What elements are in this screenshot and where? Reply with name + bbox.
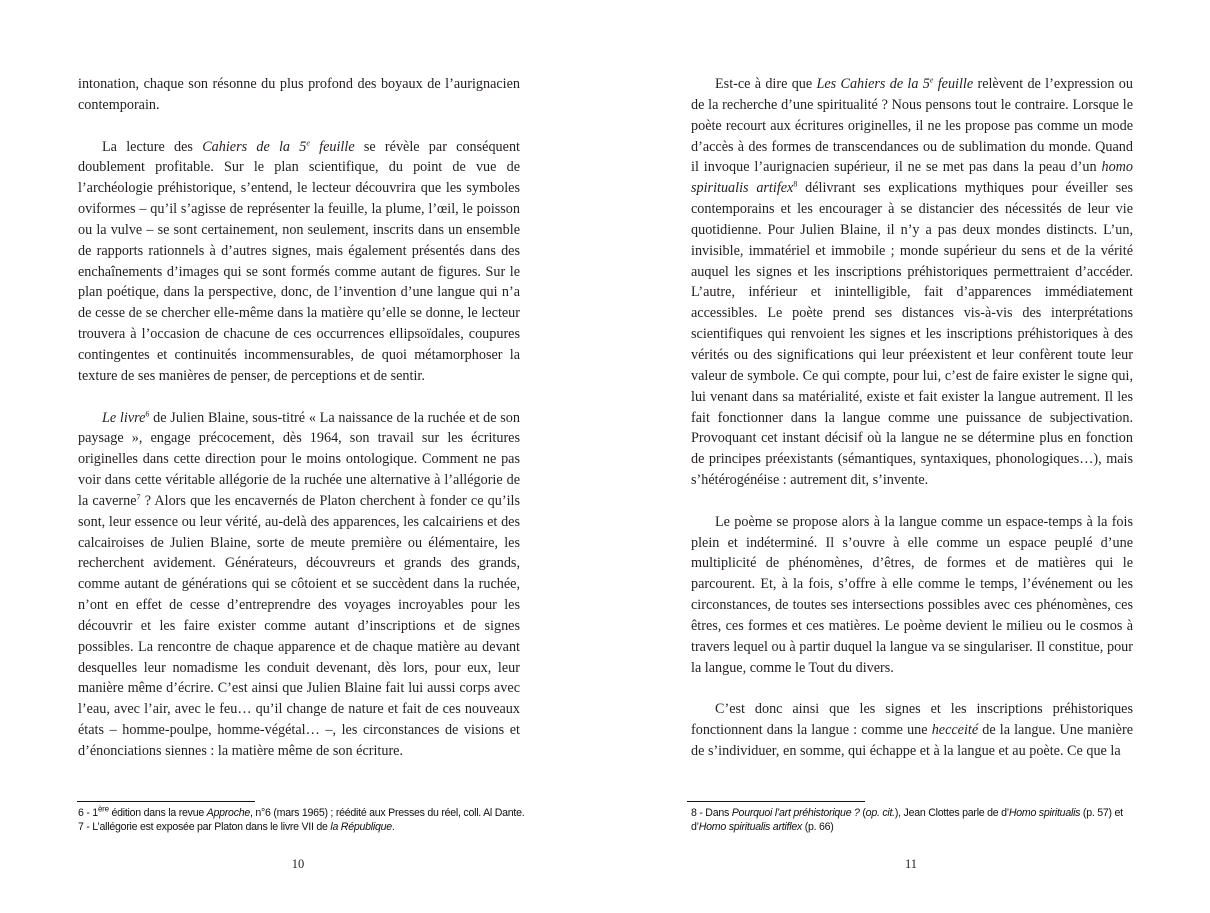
body-text: [691, 74, 1133, 762]
italic-text: Homo spiritualis artiflex: [698, 821, 803, 833]
paragraph: intonation, chaque son résonne du plus profond des boyaux de l’aurignacien contemporain.: [78, 76, 520, 113]
footnotes: [78, 801, 538, 834]
italic-text: Les Cahiers de la 5: [816, 76, 930, 92]
superscript: 6: [145, 408, 150, 418]
footnotes: [691, 801, 1151, 834]
footnote: 7 - L’allégorie est exposée par Platon dans le livre VII de la République.: [78, 821, 395, 833]
page-number: 10: [291, 857, 305, 871]
italic-text: feuille: [309, 138, 355, 155]
italic-text: Approche: [206, 807, 251, 819]
italic-text: Cahiers de la 5: [202, 138, 307, 155]
paragraph: C’est donc ainsi que les signes et les inscriptions préhistoriques fonctionnent dans la langue : comme une hecceité de la langue. Une manière de s’individuer, en somme, qui échappe et à la langue et au poète. Ce que la: [691, 701, 1133, 759]
superscript: ère: [97, 804, 109, 814]
paragraph: Le poème se propose alors à la langue comme un espace-temps à la fois plein et indéterminé. Il s’ouvre à elle comme un espace peuplé d’une multiplicité de phénomènes, d’êtres, de formes et de matières qui le parcourent. Et, à la fois, s’offre à elle comme le temps, l’événement ou les circonstances, de toutes ses intersections possibles avec ces phénomènes, ces êtres, ces formes et ces matières. Le poème devient le milieu ou le cosmos à travers lequel ou à partir duquel la langue va se singulariser. Il constitue, pour la langue, comme le Tout du divers.: [691, 513, 1133, 676]
footnote: 6 - 1ère édition dans la revue Approche, n°6 (mars 1965) ; réédité aux Presses du réel, coll. Al Dante.: [78, 804, 525, 819]
paragraph: Le livre$^6$ de Julien Blaine, sous-titré « La naissance de la ruchée et de son paysage », engage précocement, dès 1964, son travail sur les écritures originelles dans cette direction pour le moins ontologique. Comment ne pas voir dans cette véritable allégorie de la ruchée une alternative à l’allégorie de la caverne$^7$ ? Alors que les encavernés de Platon cherchent à fonder ce qu’ils sont, leur essence ou leur vérité, au-delà des apparences, les calcairiens et des calcairoises de Julien Blaine, sorte de meute première ou élémentaire, les recherchent avidement. Générateurs, découvreurs et grands des grands, comme autant de générations qui se côtoient et se succèdent dans la ruchée, n’ont en effet de cesse d’entreprendre des voyages incroyables pour les découvrir et les faire exister comme autant d’inscriptions et de signes possibles. La rencontre de chaque apparence et de chaque matière au devant desquelles leur nomadisme les conduit devenant, dès lors, pour eux, leur manière même d’écrire. C’est ainsi que Julien Blaine fait lui aussi corps avec l’eau, avec l’air, avec le feu… qu’il change de nature et fait de ces nouveaux états – homme-poulpe, homme-végétal… –, les circonstances de visions et d’énonciations siennes : la matière même de son écriture.: [78, 408, 520, 759]
superscript: e: [306, 137, 310, 147]
italic-text: Pourquoi l’art préhistorique ?: [731, 807, 860, 819]
italic-text: hecceité: [931, 722, 979, 739]
italic-text: feuille: [933, 76, 974, 92]
italic-text: op. cit.: [865, 807, 895, 819]
paragraph: Est-ce à dire que Les Cahiers de la 5e feuille relèvent de l’expression ou de la recherche d’une spiritualité ? Nous pensons tout le contraire. Lorsque le poète recourt aux écritures originelles, il ne les propose pas comme un mode d’accès à des formes de transcendances ou de sublimation du monde. Quand il invoque l’aurignacien supérieur, il ne se met pas dans la peau d’un homo spiritualis artifex$^8$ délivrant ses explications mythiques pour éveiller ses contemporains et les encourager à se distancier des nécessités de leur vie quotidienne. Pour Julien Blaine, il n’y a pas deux mondes distincts. L’un, invisible, immatériel et immobile ; monde supérieur du sens et de la vérité auquel les signes et les inscriptions préhistoriques permettraient d’accéder. L’autre, inférieur et inintelligible, fait d’apparences immédiatement accessibles. Le poète prend ses distances vis-à-vis des interprétations scientifiques qui renvoient les signes et les inscriptions préhistoriques à des vérités ou des significations qui leur préexistent et leur confèrent toute leur valeur de symbole. Ce qui compte, pour lui, c’est de faire exister le signe qui, lui venant dans sa matérialité, existe et fait exister la langue autrement. Il les fait fonctionner dans la langue comme une puissance de subjectivation. Provoquant cet instant décisif où la langue ne se détermine plus en fonction de principes préexistants (sémantiques, syntaxiques, phonologiques…), mais s’hétérogénéise : autrement dit, s’invente.: [691, 75, 1134, 489]
superscript: 7: [136, 492, 141, 502]
superscript: 8: [793, 179, 798, 189]
italic-text: homo spiritualis artifex: [691, 159, 1133, 197]
paragraph: La lecture des Cahiers de la 5e feuille se révèle par conséquent doublement profitable. Sur le plan scientifique, du point de vue de l’archéologie préhistorique, s’entend, le lecteur découvrira que les symboles oviformes – qu’il s’agisse de représenter la feuille, la plume, l’œil, le poisson ou la vulve – se sont certainement, non seulement, inscrits dans un ensemble de rapports rationnels à d’autres signes, mais également présentés dans des enchaînements d’images qui se sont formés comme autant de figures. Sur le plan poétique, dans la perspective, donc, de l’invention d’une langue qui n’a de cesse de se chercher elle-même dans la matière qu’elle se donne, le lecteur trouvera à l’occasion de chacune de ces occurrences ellipsoïdales, coupures contingentes et continuités incommensurables, de quoi métamorphoser la texture de ses manières de penser, de perceptions et de sentir.: [78, 137, 520, 384]
right-page: [605, 0, 1210, 913]
footnote: 8 - Dans Pourquoi l’art préhistorique ? (op. cit.), Jean Clottes parle de d’Homo spiritualis (p. 57) et d’Homo spiritualis artiflex (p. 66): [691, 807, 1123, 833]
superscript: e: [929, 75, 934, 85]
italic-text: la République: [330, 821, 392, 833]
body-text: [78, 74, 520, 762]
italic-text: Le livre: [102, 409, 146, 426]
page-number: 11: [904, 857, 918, 871]
italic-text: Homo spiritualis: [1008, 807, 1081, 819]
